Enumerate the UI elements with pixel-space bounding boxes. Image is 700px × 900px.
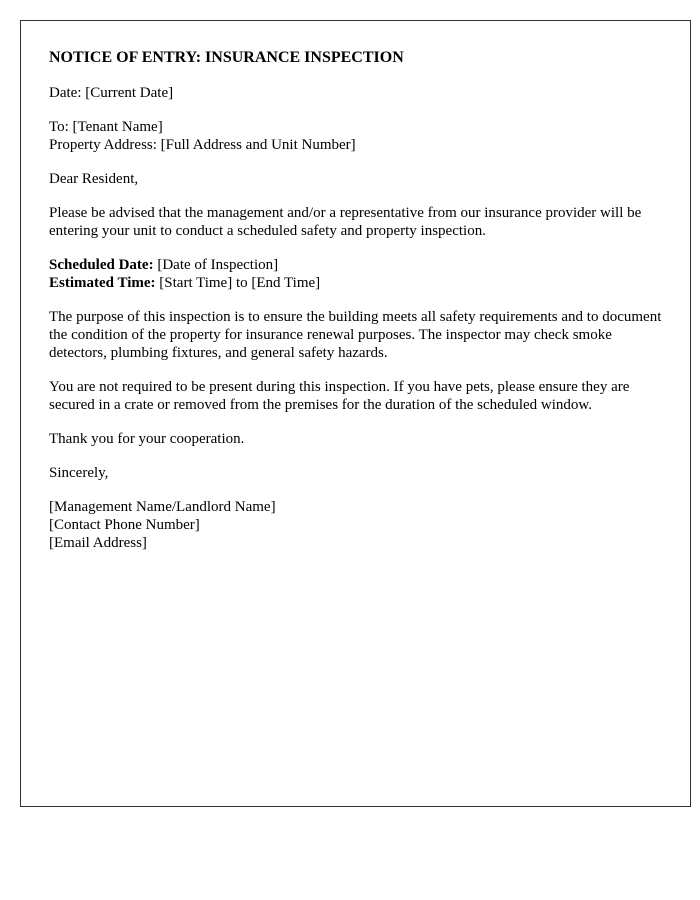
to-line: To: [Tenant Name] (49, 119, 163, 135)
signature-email: [Email Address] (49, 535, 147, 551)
letter-title: NOTICE OF ENTRY: INSURANCE INSPECTION (49, 49, 404, 66)
letter-page (20, 20, 691, 807)
scheduled-date-value: [Date of Inspection] (153, 257, 279, 273)
thanks-line: Thank you for your cooperation. (49, 431, 245, 447)
purpose-paragraph: The purpose of this inspection is to ensure the building meets all safety requirements and to document the condition of the property for insurance renewal purposes. The inspector may check smoke detectors, plumbing fixtures, and general safety hazards. (49, 309, 662, 361)
salutation: Dear Resident, (49, 171, 139, 187)
signature-name: [Management Name/Landlord Name] (49, 499, 276, 515)
closing-line: Sincerely, (49, 465, 109, 481)
intro-paragraph: Please be advised that the management and/or a representative from our insurance provider will be entering your unit to conduct a scheduled safety and property inspection. (49, 205, 642, 239)
schedule-block (49, 256, 662, 292)
signature-block (49, 498, 662, 552)
estimated-time-label: Estimated Time: (49, 275, 156, 291)
address-line: Property Address: [Full Address and Unit Number] (49, 137, 356, 153)
recipient-block (49, 118, 662, 154)
estimated-time-value: [Start Time] to [End Time] (155, 275, 321, 291)
scheduled-date-label: Scheduled Date: (49, 257, 154, 273)
date-line: Date: [Current Date] (49, 85, 174, 101)
presence-paragraph: You are not required to be present during this inspection. If you have pets, please ensure they are secured in a crate or removed from the premises for the duration of the scheduled window. (49, 379, 630, 413)
signature-phone: [Contact Phone Number] (49, 517, 200, 533)
